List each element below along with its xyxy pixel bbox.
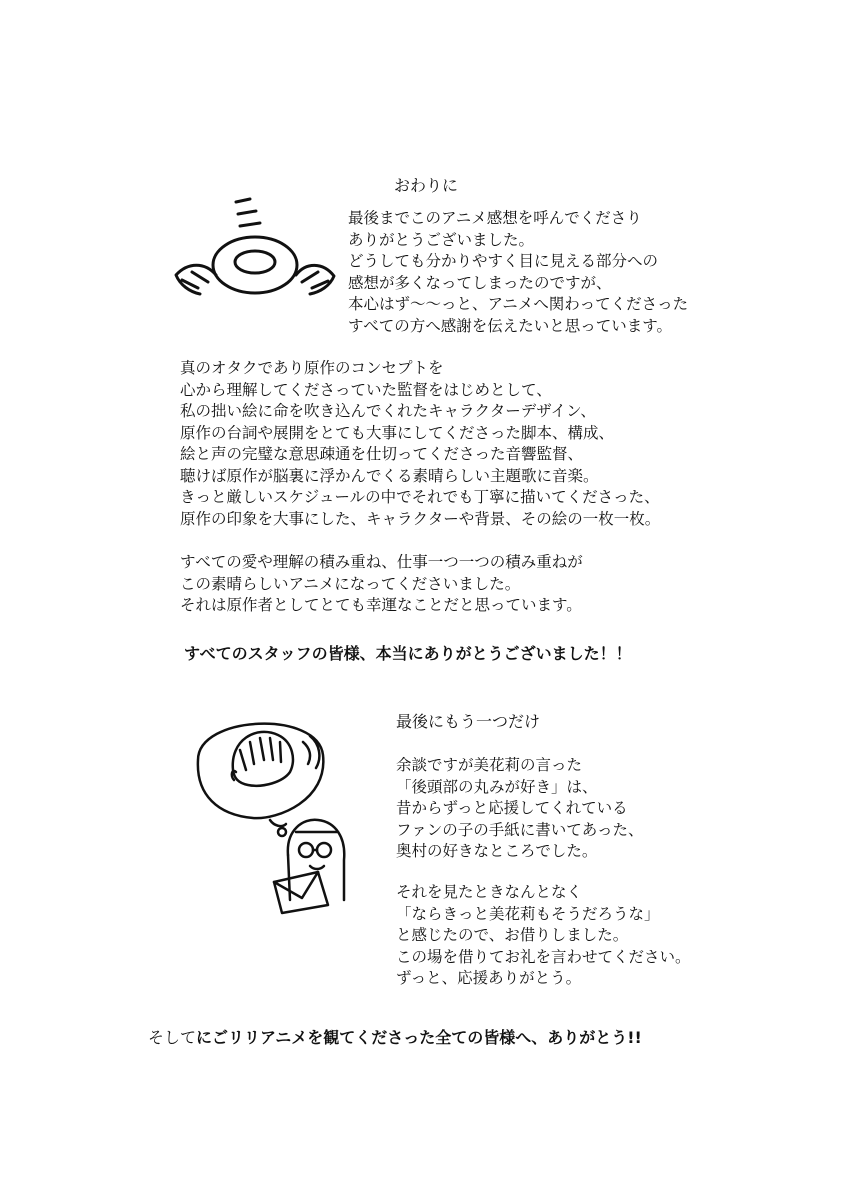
final-thanks-prefix: そして — [148, 1028, 197, 1047]
closing-heading: おわりに — [394, 176, 459, 195]
staff-line: 原作の印象を大事にした、キャラクターや背景、その絵の一枚一枚。 — [180, 509, 661, 528]
staff-line: 私の拙い絵に命を吹き込んでくれたキャラクターデザイン、 — [180, 402, 596, 420]
borrow-line: それを見たときなんとなく — [396, 883, 583, 901]
love-line: それは原作者としてとても幸運なことだと思っています。 — [180, 596, 582, 614]
staff-thanks-line: すべてのスタッフの皆様、本当にありがとうございました！！ — [184, 644, 632, 663]
intro-line: どうしても分かりやすく目に見える部分への — [348, 252, 659, 270]
aside-line: 余談ですが美花莉の言った — [396, 756, 583, 774]
reading-letter-illustration — [178, 700, 378, 920]
intro-line: ありがとうございました。 — [348, 230, 535, 249]
final-thanks-bold: にごリリアニメを観てくださった全ての皆様へ、ありがとう!! — [196, 1028, 642, 1047]
borrow-paragraph — [396, 882, 691, 990]
staff-line: 心から理解してくださっていた監督をはじめとして、 — [180, 380, 552, 399]
love-paragraph — [180, 552, 583, 617]
staff-line: 絵と声の完璧な意思疎通を仕切ってくださった音響監督、 — [180, 445, 584, 463]
staff-paragraph — [180, 358, 660, 530]
staff-line: 真のオタクであり原作のコンセプトを — [180, 359, 444, 377]
love-line: すべての愛や理解の積み重ね、仕事一つ一つの積み重ねが — [180, 553, 583, 571]
staff-line: きっと厳しいスケジュールの中でそれでも丁寧に描いてくださった、 — [180, 488, 660, 506]
borrow-line: ずっと、応援ありがとう。 — [396, 969, 582, 987]
aside-paragraph — [396, 755, 644, 863]
aside-line: 昔からずっと応援してくれている — [396, 799, 628, 817]
intro-line: すべての方へ感謝を伝えたいと思っています。 — [348, 316, 672, 335]
love-line: この素晴らしいアニメになってくださいました。 — [180, 574, 521, 593]
intro-paragraph — [348, 208, 688, 337]
staff-line: 聴けば原作が脳裏に浮かんでくる素晴らしい主題歌に音楽。 — [180, 466, 599, 485]
intro-line: 最後までこのアニメ感想を呼んでくださり — [348, 209, 642, 227]
aside-heading: 最後にもう一つだけ — [396, 712, 541, 731]
final-thanks-line — [148, 1025, 642, 1048]
aside-line: ファンの子の手紙に書いてあった、 — [396, 820, 644, 839]
aside-line: 「後頭部の丸みが好き」は、 — [396, 777, 598, 796]
intro-line: 本心はず～～っと、アニメへ関わってくださった — [348, 295, 689, 313]
intro-line: 感想が多くなってしまったのですが、 — [348, 273, 612, 292]
bowing-character-illustration — [170, 190, 340, 330]
borrow-line: この場を借りてお礼を言わせてください。 — [396, 947, 691, 966]
borrow-line: 「ならきっと美花莉もそうだろうな」 — [396, 904, 660, 923]
borrow-line: と感じたので、お借りしました。 — [396, 926, 629, 944]
aside-line: 奥村の好きなところでした。 — [396, 842, 598, 860]
staff-line: 原作の台詞や展開をとても大事にしてくださった脚本、構成、 — [180, 423, 615, 442]
